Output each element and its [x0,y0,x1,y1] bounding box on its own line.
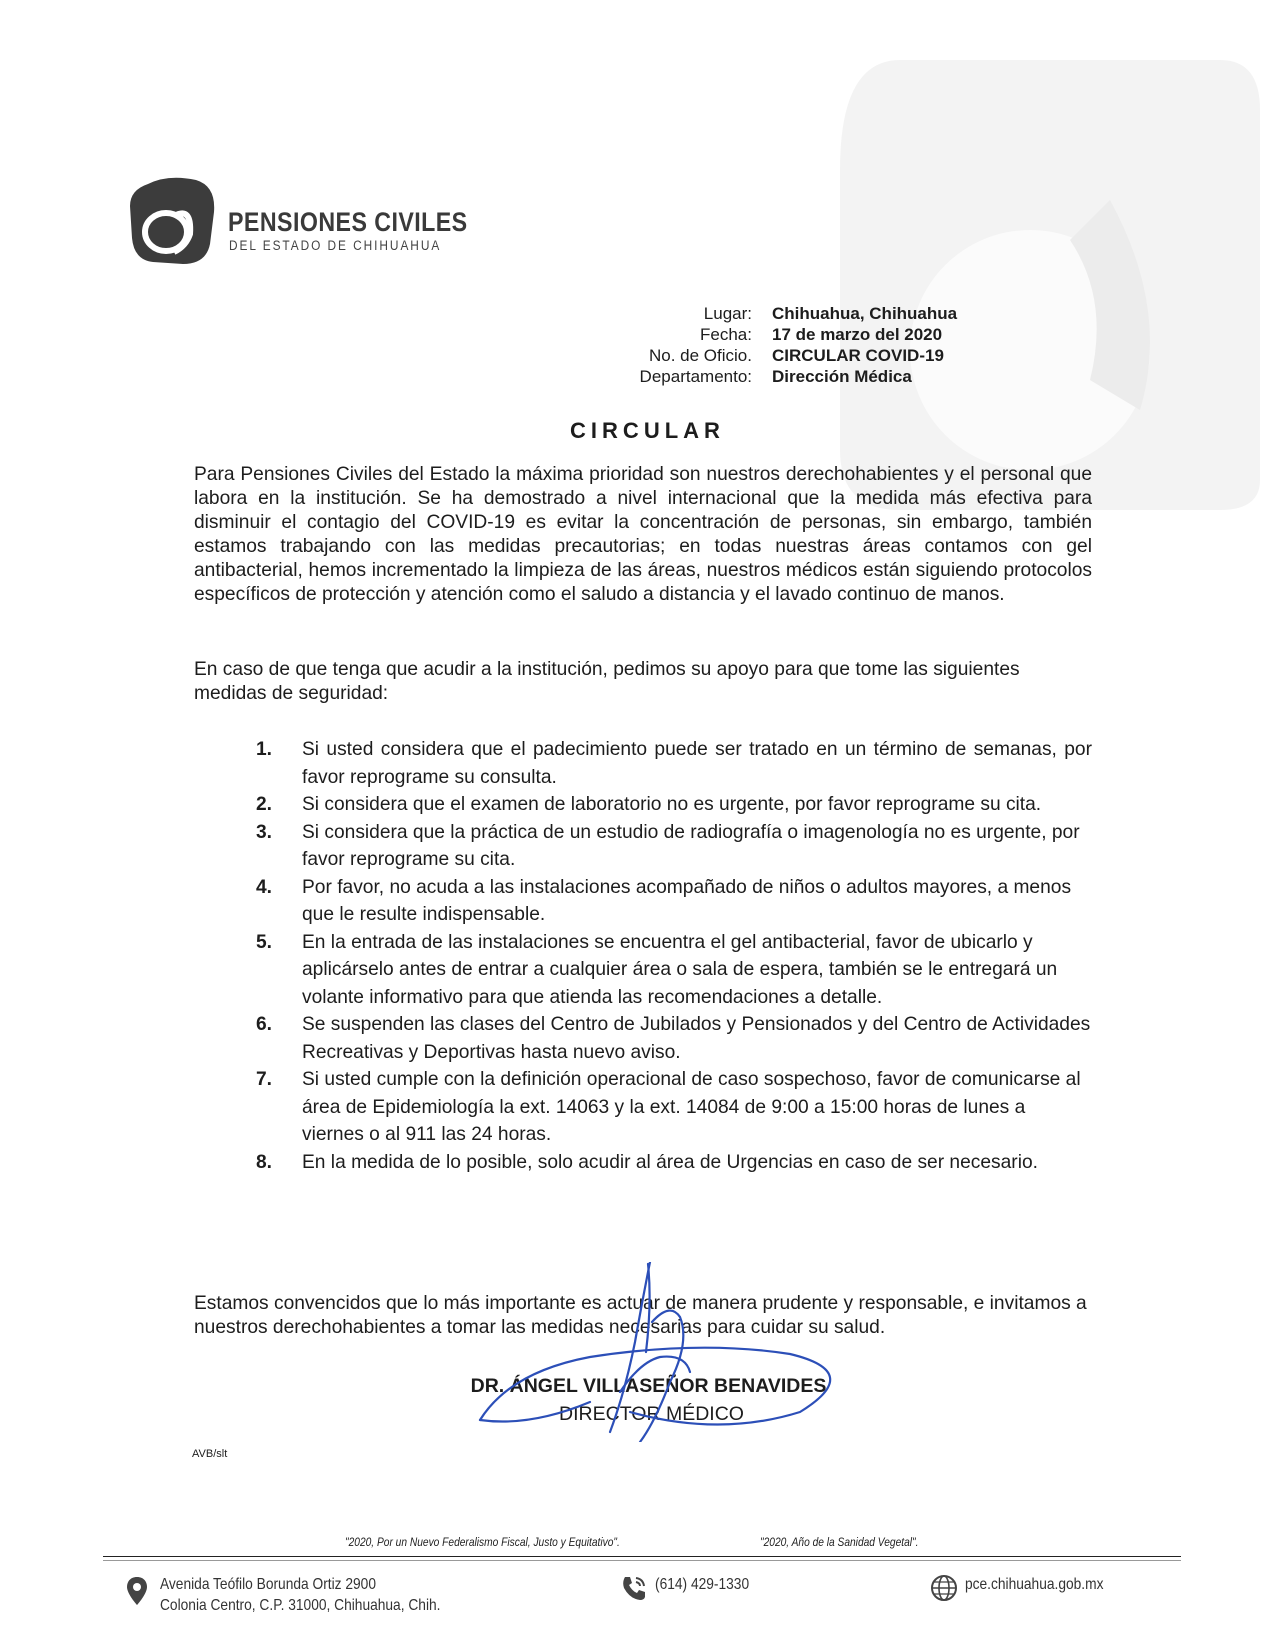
list-item [256,736,1092,791]
item-number: 4. [256,876,273,898]
list-item [256,1149,1092,1177]
list-item [256,1011,1092,1066]
list-item [256,929,1092,1012]
footer-address [160,1574,440,1616]
meta-value: Chihuahua, Chihuahua [772,304,958,323]
item-text: En la entrada de las instalaciones se encuentra el gel antibacterial, favor de ubicarlo y aplicárselo antes de entrar a cualquier área o sala de espera, también se le entregará un volante informativo para que atienda las recomendaciones a detalle. [302,931,1058,1008]
address-line-1: Avenida Teófilo Borunda Ortiz 2900 [160,1576,376,1593]
location-pin-icon [126,1576,148,1606]
list-item [256,1066,1092,1149]
org-name: PENSIONES CIVILES [228,207,468,237]
footer-website: pce.chihuahua.gob.mx [965,1576,1104,1593]
intro-paragraph: Para Pensiones Civiles del Estado la máxima prioridad son nuestros derechohabientes y el personal que labora en la institución. Se ha demostrado a nivel internacional que la medida más efectiva para disminuir el contagio del COVID-19 es evitar la concentración de personas, sin embargo, también estamos trabajando con las medidas precautorias; en todas nuestras áreas contamos con gel antibacterial, hemos incrementado la limpieza de las áreas, nuestros médicos están siguiendo protocolos específicos de protección y atención como el saludo a distancia y el lavado continuo de manos. [194,464,1092,605]
meta-label: No. de Oficio. [649,346,752,365]
item-number: 1. [256,739,273,760]
meta-row-place [560,303,957,324]
footer-phone: (614) 429-1330 [655,1576,750,1593]
closing-paragraph: Estamos convencidos que lo más importante es actuar de manera prudente y responsable, e invitamos a nuestros derechohabientes a tomar las medidas necesarias para cuidar su salud. [194,1293,1087,1338]
signatory-name: DR. ÁNGEL VILLASEÑOR BENAVIDES [470,1375,827,1397]
slogan-plant-health: "2020, Año de la Sanidad Vegetal". [760,1535,919,1549]
meta-row-department [560,366,957,387]
org-subtitle: DEL ESTADO DE CHIHUAHUA [229,238,442,253]
meta-value: 17 de marzo del 2020 [772,325,943,344]
item-number: 2. [256,794,273,815]
meta-value: Dirección Médica [772,367,912,386]
item-text: Si usted cumple con la definición operacional de caso sospechoso, favor de comunicarse al área de Epidemiología la ext. 14063 y la ext. 14084 de 9:00 a 15:00 horas de lunes a viernes o al 911 las 24 horas. [302,1069,1081,1145]
org-logo [128,172,218,267]
document-title: CIRCULAR [570,418,725,443]
item-number: 3. [256,821,273,843]
item-number: 5. [256,931,273,953]
list-item [256,819,1092,874]
measures-list [256,736,1092,1176]
footer-divider-secondary [103,1560,1181,1561]
meta-row-date [560,324,957,345]
meta-label: Lugar: [703,304,752,323]
phone-icon [620,1574,648,1602]
item-text: Si usted considera que el padecimiento puede ser tratado en un término de semanas, por favor reprograme su consulta. [302,739,1092,788]
request-paragraph: En caso de que tenga que acudir a la institución, pedimos su apoyo para que tome las siguientes medidas de seguridad: [194,659,1020,704]
item-text: Si considera que la práctica de un estudio de radiografía o imagenología no es urgente, por favor reprograme su cita. [302,821,1080,870]
item-number: 7. [256,1069,273,1090]
item-number: 8. [256,1151,273,1173]
item-text: Si considera que el examen de laboratorio no es urgente, por favor reprograme su cita. [302,794,1042,815]
slogan-federalism: "2020, Por un Nuevo Federalismo Fiscal, Justo y Equitativo". [345,1535,620,1549]
handwritten-signature [470,1262,880,1442]
meta-value: CIRCULAR COVID-19 [772,346,944,365]
list-item [256,874,1092,929]
item-text: Se suspenden las clases del Centro de Jubilados y Pensionados y del Centro de Actividades Recreativas y Deportivas hasta nuevo aviso. [302,1014,1091,1063]
item-text: En la medida de lo posible, solo acudir al área de Urgencias en caso de ser necesario. [302,1151,1038,1173]
footer-divider [103,1556,1181,1557]
typist-initials: AVB/slt [192,1448,228,1460]
meta-label: Departamento: [639,367,752,386]
address-line-2: Colonia Centro, C.P. 31000, Chihuahua, Chih. [160,1597,441,1614]
document-meta [560,303,957,387]
item-text: Por favor, no acuda a las instalaciones acompañado de niños o adultos mayores, a menos que le resulte indispensable. [302,876,1072,925]
item-number: 6. [256,1014,273,1035]
globe-icon [930,1574,958,1602]
list-item [256,791,1092,819]
meta-label: Fecha: [700,325,752,344]
meta-row-office-number [560,345,957,366]
signatory-position: DIRECTOR MÉDICO [559,1403,744,1425]
